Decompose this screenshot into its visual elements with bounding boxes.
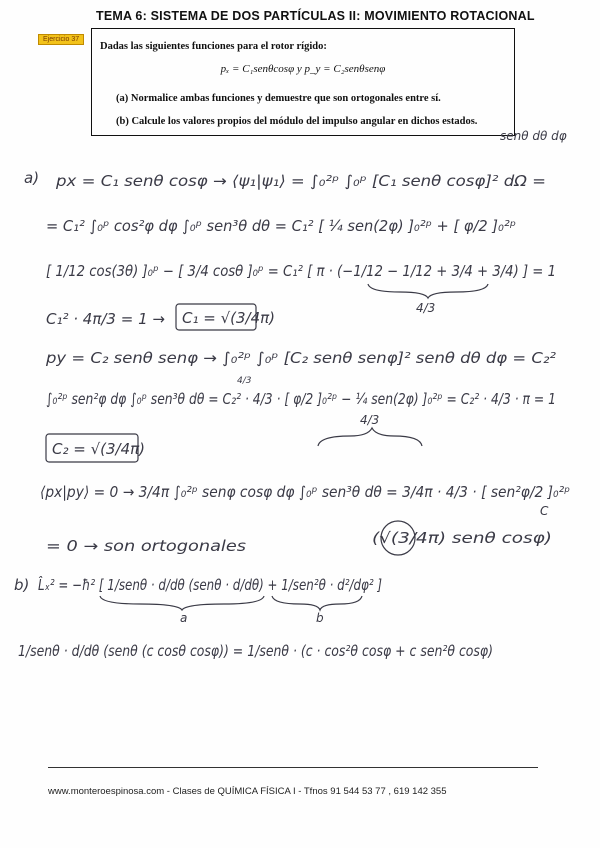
c-note: C — [540, 504, 549, 518]
handwritten-line-7: ⟨px|py⟩ = 0 → 3/4π ∫₀²ᵖ senφ cosφ dφ ∫₀ᵖ sen³θ dθ = 3/4π · 4/3 · [ sen²φ/2 ]₀²ᵖ — [40, 483, 570, 501]
page-title: TEMA 6: SISTEMA DE DOS PARTÍCULAS II: MOVIMIENTO ROTACIONAL — [96, 9, 535, 23]
brace-note-2: 4/3 — [360, 413, 380, 427]
handwritten-line-9: L̂ₓ² = −ħ² [ 1/senθ · d/dθ (senθ · d/dθ) + 1/sen²θ · d²/dφ² ] — [38, 576, 383, 594]
problem-item-b: (b) Calcule los valores propios del módulo del impulso angular en dichos estados. — [116, 116, 478, 127]
brace-a-label: a — [180, 611, 188, 625]
handwritten-line-5: py = C₂ senθ senφ → ∫₀²ᵖ ∫₀ᵖ [C₂ senθ senφ]² senθ dθ dφ = C₂² — [44, 349, 556, 367]
result-c1: C₁ = √(3/4π) — [182, 309, 276, 327]
note-top-right: senθ dθ dφ — [500, 129, 567, 143]
result-c2: C₂ = √(3/4π) — [52, 440, 146, 458]
handwritten-line-2: = C₁² ∫₀ᵖ cos²φ dφ ∫₀ᵖ sen³θ dθ = C₁² [ ¼ sen(2φ) ]₀²ᵖ + [ φ/2 ]₀²ᵖ — [46, 217, 516, 235]
handwritten-line-8: = 0 → son ortogonales — [46, 537, 247, 555]
mid-note-1: 4/3 — [237, 376, 252, 386]
handwritten-line-8-right: (√(3/4π) senθ cosφ) — [372, 529, 552, 547]
brace-under-sum — [368, 284, 488, 298]
exercise-tag: Ejercicio 37 — [38, 34, 84, 45]
brace-a — [100, 596, 264, 610]
problem-formula: pₓ = C₁senθcosφ y p_y = C₂senθsenφ — [220, 63, 386, 75]
handwritten-line-10: 1/senθ · d/dθ (senθ (c cosθ cosφ)) = 1/senθ · (c · cos²θ cosφ + c sen²θ cosφ) — [18, 642, 493, 660]
handwritten-line-3: [ 1/12 cos(3θ) ]₀ᵖ − [ 3/4 cosθ ]₀ᵖ = C₁² [ π · (−1/12 − 1/12 + 3/4 + 3/4) ] = 1 — [46, 262, 556, 280]
brace-b — [272, 596, 362, 610]
brace-note-1: 4/3 — [416, 301, 436, 315]
handwritten-line-6: ∫₀²ᵖ sen²φ dφ ∫₀ᵖ sen³θ dθ = C₂² · 4/3 · [ φ/2 ]₀²ᵖ − ¼ sen(2φ) ]₀²ᵖ = C₂² · 4/3 · π = 1 — [46, 390, 556, 408]
footer-divider — [48, 767, 538, 768]
handwritten-line-4: C₁² · 4π/3 = 1 → — [46, 310, 165, 328]
brace-b-label: b — [316, 611, 324, 625]
part-b-label: b) — [14, 576, 30, 594]
problem-item-a: (a) Normalice ambas funciones y demuestre que son ortogonales entre sí. — [116, 93, 441, 104]
part-a-label: a) — [24, 169, 40, 187]
page-footer: www.monteroespinosa.com - Clases de QUÍMICA FÍSICA I - Tfnos 91 544 53 77 , 619 142 355 — [48, 786, 447, 797]
problem-intro: Dadas las siguientes funciones para el rotor rígido: — [100, 41, 327, 52]
handwritten-line-1: px = C₁ senθ cosφ → ⟨ψ₁|ψ₁⟩ = ∫₀²ᵖ ∫₀ᵖ [C₁ senθ cosφ]² dΩ = — [54, 172, 546, 190]
brace-over-integral — [318, 428, 422, 446]
